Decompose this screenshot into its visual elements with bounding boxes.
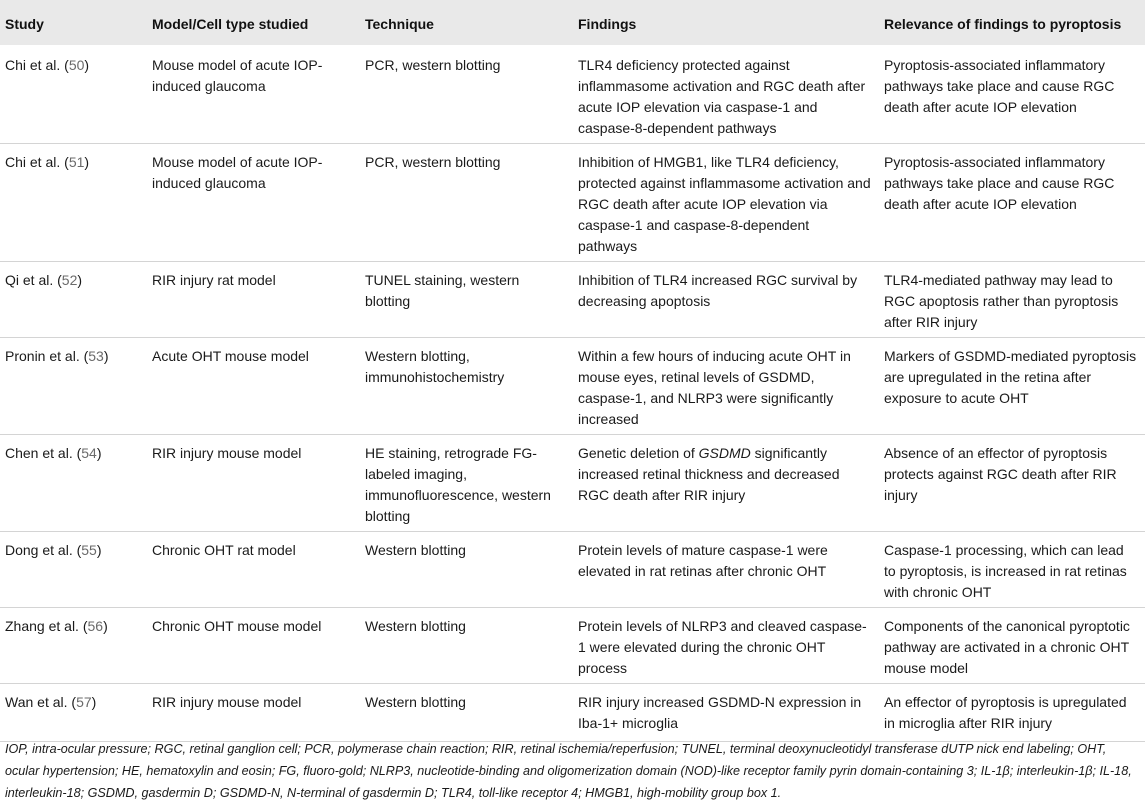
- cell-model: RIR injury mouse model: [146, 684, 359, 742]
- reference-link[interactable]: 53: [88, 348, 104, 364]
- study-name: Qi et al. (: [5, 272, 62, 288]
- findings-text: Genetic deletion of: [578, 445, 699, 461]
- study-close: ): [91, 694, 97, 710]
- cell-findings: TLR4 deficiency protected against inflammasome activation and RGC death after acute IOP elevation via caspase-1 and caspase-8-dependent pathways: [578, 57, 866, 136]
- gene-name-italic: GSDMD: [698, 445, 751, 461]
- cell-relevance: Absence of an effector of pyroptosis protects against RGC death after RIR injury: [878, 435, 1145, 532]
- cell-study: [0, 608, 146, 684]
- header-technique: Technique: [365, 16, 434, 32]
- study-name: Wan et al. (: [5, 694, 77, 710]
- cell-findings: Inhibition of HMGB1, like TLR4 deficiency, protected against inflammasome activation and RGC death after acute IOP elevation via caspase-1 and caspase-8-dependent pathways: [572, 144, 878, 262]
- study-close: ): [84, 57, 90, 73]
- table-row: [0, 532, 1145, 608]
- table-row: [0, 262, 1145, 338]
- header-relevance: Relevance of findings to pyroptosis: [884, 16, 1122, 32]
- table-row: [0, 144, 1145, 262]
- study-name: Chen et al. (: [5, 445, 82, 461]
- cell-technique: Western blotting: [359, 608, 572, 684]
- cell-model: RIR injury rat model: [146, 262, 359, 338]
- study-close: ): [77, 272, 83, 288]
- cell-technique: Western blotting, immunohistochemistry: [359, 338, 572, 435]
- cell-findings: Inhibition of TLR4 increased RGC survival by decreasing apoptosis: [572, 262, 878, 338]
- study-close: ): [84, 154, 90, 170]
- study-name: Dong et al. (: [5, 542, 82, 558]
- table-row: [0, 684, 1145, 742]
- cell-relevance: An effector of pyroptosis is upregulated in microglia after RIR injury: [878, 684, 1145, 742]
- cell-findings: [572, 435, 878, 532]
- cell-model: Chronic OHT mouse model: [146, 608, 359, 684]
- cell-study: [0, 338, 146, 435]
- cell-model: Chronic OHT rat model: [146, 532, 359, 608]
- reference-link[interactable]: 55: [81, 542, 97, 558]
- cell-study: [0, 532, 146, 608]
- study-close: ): [96, 445, 102, 461]
- cell-relevance: Pyroptosis-associated inflammatory pathways take place and cause RGC death after acute IOP elevation: [884, 57, 1115, 115]
- cell-technique: Western blotting: [359, 532, 572, 608]
- findings-text: significantly increased retinal thickness and decreased RGC death after RIR injury: [578, 445, 840, 503]
- cell-findings: RIR injury increased GSDMD-N expression in Iba-1+ microglia: [572, 684, 878, 742]
- cell-relevance: TLR4-mediated pathway may lead to RGC apoptosis rather than pyroptosis after RIR injury: [878, 262, 1145, 338]
- header-findings: Findings: [578, 16, 637, 32]
- cell-study: [0, 45, 146, 144]
- study-close: ): [103, 618, 108, 634]
- reference-link[interactable]: 50: [68, 57, 85, 73]
- table-header: [0, 0, 1145, 45]
- cell-findings: Protein levels of mature caspase-1 were elevated in rat retinas after chronic OHT: [572, 532, 878, 608]
- cell-model: Acute OHT mouse model: [146, 338, 359, 435]
- cell-relevance: Components of the canonical pyroptotic pathway are activated in a chronic OHT mouse model: [878, 608, 1145, 684]
- table-row: [0, 338, 1145, 435]
- cell-findings: Protein levels of NLRP3 and cleaved caspase-1 were elevated during the chronic OHT process: [572, 608, 878, 684]
- header-model: Model/Cell type studied: [152, 16, 309, 32]
- table-row: [0, 435, 1145, 532]
- cell-technique: PCR, western blotting: [359, 144, 572, 262]
- reference-link[interactable]: 56: [87, 618, 104, 634]
- cell-technique: Western blotting: [359, 684, 572, 742]
- table-footnote: IOP, intra-ocular pressure; RGC, retinal ganglion cell; PCR, polymerase chain reaction; RIR, retinal ischemia/reperfusion; TUNEL, terminal deoxynucleotidyl transferase dUTP nick end labeling; OHT, ocular hypertension; HE, hematoxylin and eosin; FG, fluoro-gold; NLRP3, nucleotide-binding and oligomerization domain (NOD)-like receptor family pyrin domain-containing 3; IL-1β; interleukin-1β; IL-18, interleukin-18; GSDMD, gasdermin D; GSDMD-N, N-terminal of gasdermin D; TLR4, toll-like receptor 4; HMGB1, high-mobility group box 1.: [5, 742, 1132, 800]
- reference-link[interactable]: 52: [61, 272, 78, 288]
- cell-model: RIR injury mouse model: [146, 435, 359, 532]
- cell-relevance: Pyroptosis-associated inflammatory pathways take place and cause RGC death after acute IOP elevation: [878, 144, 1145, 262]
- cell-technique: HE staining, retrograde FG-labeled imaging, immunofluorescence, western blotting: [359, 435, 572, 532]
- cell-technique: PCR, western blotting: [365, 57, 501, 73]
- study-name: Chi et al. (: [5, 57, 69, 73]
- study-name: Zhang et al. (: [5, 618, 88, 634]
- reference-link[interactable]: 57: [76, 694, 92, 710]
- cell-study: [0, 262, 146, 338]
- header-row: [0, 0, 1145, 45]
- study-name: Chi et al. (: [5, 154, 69, 170]
- cell-findings: Within a few hours of inducing acute OHT in mouse eyes, retinal levels of GSDMD, caspase-1, and NLRP3 were significantly increased: [572, 338, 878, 435]
- cell-model: Mouse model of acute IOP-induced glaucoma: [152, 57, 323, 94]
- cell-study: [0, 684, 146, 742]
- cell-relevance: Markers of GSDMD-mediated pyroptosis are upregulated in the retina after exposure to acute OHT: [878, 338, 1145, 435]
- study-name: Pronin et al. (: [5, 348, 89, 364]
- cell-technique: TUNEL staining, western blotting: [359, 262, 572, 338]
- study-close: ): [103, 348, 109, 364]
- cell-study: [0, 144, 146, 262]
- reference-link[interactable]: 54: [81, 445, 97, 461]
- study-close: ): [96, 542, 102, 558]
- reference-link[interactable]: 51: [68, 154, 85, 170]
- cell-study: [0, 435, 146, 532]
- table-body: [0, 45, 1145, 742]
- header-study: Study: [5, 16, 44, 32]
- cell-model: Mouse model of acute IOP-induced glaucoma: [146, 144, 359, 262]
- cell-relevance: Caspase-1 processing, which can lead to pyroptosis, is increased in rat retinas with chronic OHT: [878, 532, 1145, 608]
- table-row: [0, 45, 1145, 144]
- table-row: [0, 608, 1145, 684]
